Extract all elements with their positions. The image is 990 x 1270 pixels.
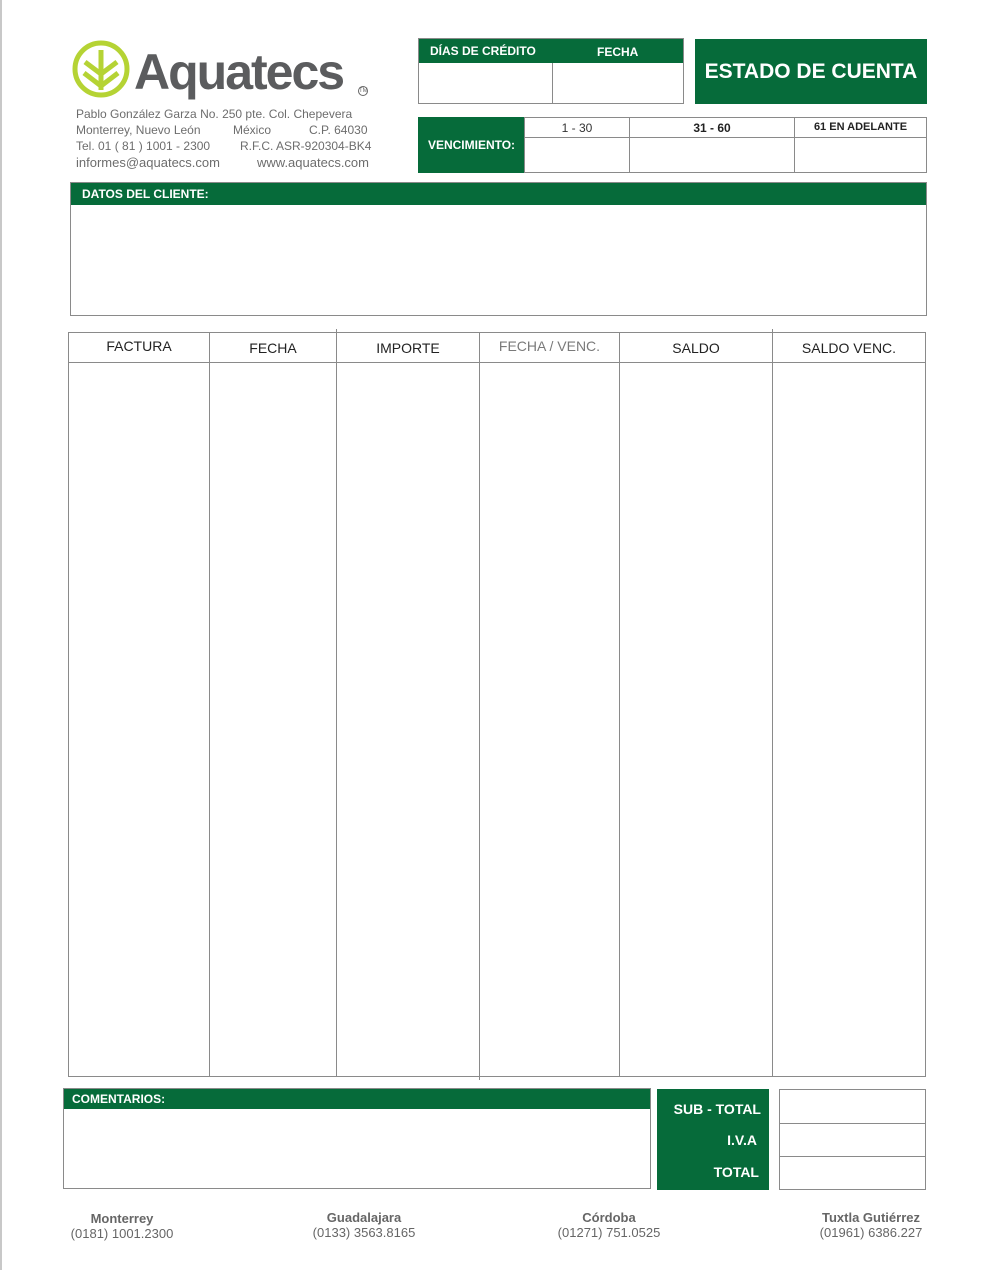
address-city: Monterrey, Nuevo León (76, 123, 201, 137)
branch-monterrey (52, 1211, 192, 1241)
iva-field[interactable] (780, 1124, 925, 1157)
fecha-field[interactable] (553, 63, 683, 103)
branch-city: Tuxtla Gutiérrez (821, 1210, 920, 1225)
credit-date-box (418, 38, 684, 104)
dias-credito-field[interactable] (419, 63, 552, 103)
range-61-plus-field[interactable] (795, 138, 926, 172)
leaf-logo-icon (72, 40, 130, 98)
branch-phone: (0181) 1001.2300 (70, 1226, 174, 1241)
branch-phone: (01961) 6386.227 (819, 1225, 923, 1240)
fecha-venc-column-field[interactable] (480, 363, 619, 1076)
total-label: TOTAL (713, 1164, 759, 1180)
trademark-badge: TM (359, 88, 368, 94)
range-31-60: 31 - 60 (693, 121, 731, 135)
range-31-60-field[interactable] (630, 138, 794, 172)
branch-city: Guadalajara (326, 1210, 402, 1225)
col-importe: IMPORTE (376, 340, 440, 356)
branch-phone: (0133) 3563.8165 (312, 1225, 416, 1240)
subtotal-label: SUB - TOTAL (673, 1101, 761, 1117)
client-data-label: DATOS DEL CLIENTE: (71, 183, 926, 205)
fecha-label: FECHA (597, 45, 639, 59)
comments-field[interactable] (64, 1109, 650, 1188)
invoice-table (68, 332, 926, 1077)
range-61-plus: 61 EN ADELANTE (813, 121, 908, 133)
col-fecha: FECHA (249, 340, 297, 356)
credit-date-header (419, 39, 683, 63)
vencimiento-grid (524, 117, 927, 173)
client-data-field[interactable] (71, 205, 926, 315)
comments-box (63, 1088, 651, 1189)
totals-values (779, 1089, 926, 1190)
comments-label: COMENTARIOS: (64, 1089, 650, 1109)
col-factura: FACTURA (106, 338, 172, 354)
col-saldo-venc: SALDO VENC. (801, 340, 897, 356)
col-fecha-venc: FECHA / VENC. (498, 338, 601, 354)
fecha-column-field[interactable] (210, 363, 336, 1076)
address-zip: C.P. 64030 (309, 123, 368, 137)
range-1-30-field[interactable] (525, 138, 629, 172)
saldo-venc-column-field[interactable] (773, 363, 925, 1076)
importe-column-field[interactable] (337, 363, 479, 1076)
client-data-box (70, 182, 927, 316)
company-name: Aquatecs (134, 44, 344, 100)
branch-phone: (01271) 751.0525 (557, 1225, 661, 1240)
factura-column-field[interactable] (69, 363, 209, 1076)
range-1-30: 1 - 30 (561, 121, 593, 135)
document-title: ESTADO DE CUENTA (695, 39, 927, 104)
address-line-street: Pablo González Garza No. 250 pte. Col. Chepevera (76, 107, 353, 121)
branch-guadalajara (294, 1210, 434, 1240)
subtotal-field[interactable] (780, 1090, 925, 1124)
col-saldo: SALDO (672, 340, 720, 356)
company-email: informes@aquatecs.com (76, 155, 220, 170)
branch-city: Monterrey (90, 1211, 154, 1226)
company-phone: Tel. 01 ( 81 ) 1001 - 2300 (76, 139, 211, 153)
totals-labels (657, 1089, 769, 1190)
company-rfc: R.F.C. ASR-920304-BK4 (240, 139, 372, 153)
branch-city: Córdoba (582, 1210, 636, 1225)
total-field[interactable] (780, 1157, 925, 1189)
vencimiento-label: VENCIMIENTO: (418, 117, 525, 173)
company-website: www.aquatecs.com (257, 155, 369, 170)
page-edge-line (0, 0, 2, 1270)
dias-credito-label: DÍAS DE CRÉDITO (430, 44, 536, 58)
branch-cordoba (539, 1210, 679, 1240)
branch-tuxtla (801, 1210, 941, 1240)
address-country: México (233, 123, 272, 137)
saldo-column-field[interactable] (620, 363, 772, 1076)
iva-label: I.V.A (727, 1132, 757, 1148)
